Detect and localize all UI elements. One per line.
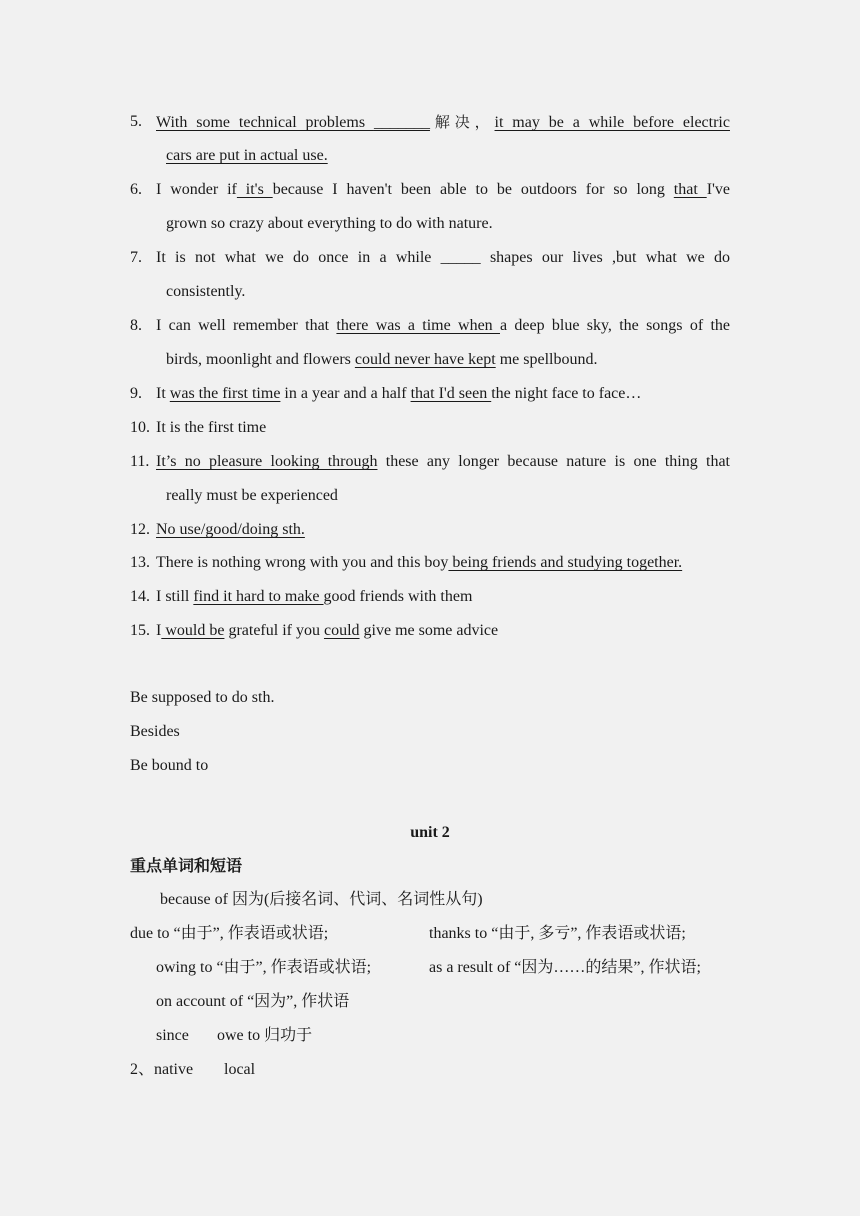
vocab-line: thanks to “由于, 多亏”, 作表语或状语;: [429, 925, 686, 942]
item-number: 6.: [130, 181, 142, 198]
vocab-line: due to “由于”, 作表语或状语;: [130, 925, 329, 942]
underlined-phrase: could never have kept: [354, 351, 496, 368]
underlined-phrase: it may be a while before electric: [494, 114, 730, 131]
phrase-line: Besides: [130, 723, 180, 740]
item-number: 11.: [130, 453, 150, 470]
item-6-line-2: grown so crazy about everything to do with nature.: [166, 215, 493, 232]
underlined-phrase: it's: [236, 181, 273, 198]
item-8-line-2: [166, 350, 597, 370]
underlined-phrase: there was a time when: [336, 317, 500, 334]
sentence-text: It: [156, 385, 170, 402]
sentence-text: I still: [156, 588, 194, 605]
underlined-phrase: could: [323, 622, 360, 639]
sentence-text: I wonder if: [156, 181, 237, 198]
sentence-text: me spellbound.: [495, 351, 598, 368]
chinese-hint: 解决，: [429, 113, 495, 131]
item-6-line-1: [156, 180, 730, 200]
item-7-line-1: It is not what we do once in a while _____ shapes our lives ,but what we do: [156, 249, 730, 266]
item-number: 10.: [130, 419, 150, 436]
item-9-line-1: [156, 384, 641, 404]
item-number: 9.: [130, 385, 142, 402]
underlined-phrase: that: [673, 181, 707, 198]
sentence-text: grateful if you: [224, 622, 324, 639]
unit-title: unit 2: [410, 824, 450, 841]
underlined-phrase: find it hard to make: [193, 588, 324, 605]
vocab-line: owe to 归功于: [217, 1027, 313, 1044]
underlined-phrase: cars are put in actual use.: [166, 147, 328, 164]
item-number: 13.: [130, 554, 150, 571]
item-number: 12.: [130, 521, 150, 538]
vocab-line: on account of “因为”, 作状语: [156, 993, 350, 1010]
answer-blank: _______: [373, 114, 430, 131]
item-8-line-1: [156, 316, 730, 336]
item-15-line-1: [156, 621, 498, 641]
item-number: 7.: [130, 249, 142, 266]
sentence-text: I've: [706, 181, 730, 198]
item-number: 14.: [130, 588, 150, 605]
sentence-text: because I haven't been able to be outdoors for so long: [272, 181, 674, 198]
section-title: 重点单词和短语: [130, 856, 243, 875]
item-11-line-2: really must be experienced: [166, 487, 338, 504]
sentence-text: I can well remember that: [156, 317, 337, 334]
sentence-text: the night face to face…: [491, 385, 642, 402]
underlined-phrase: No use/good/doing sth.: [156, 521, 305, 538]
vocab-line: since: [156, 1027, 189, 1044]
sentence-text: There is nothing wrong with you and this boy: [156, 554, 449, 571]
sentence-text: these any longer because nature is one thing that: [377, 453, 730, 470]
item-number: 8.: [130, 317, 142, 334]
item-5-line-2: [166, 146, 328, 166]
underlined-phrase: would be: [161, 622, 225, 639]
phrase-line: Be supposed to do sth.: [130, 689, 275, 706]
item-11-line-1: [156, 452, 730, 472]
underlined-phrase: that I'd seen: [410, 385, 492, 402]
vocab-line: as a result of “因为……的结果”, 作状语;: [429, 959, 701, 976]
sentence-text: I: [156, 622, 162, 639]
vocab-line: local: [224, 1061, 256, 1078]
item-10-line-1: It is the first time: [156, 419, 267, 436]
underlined-phrase: With some technical problems: [156, 114, 374, 131]
item-7-line-2: consistently.: [166, 283, 246, 300]
underlined-phrase: It’s no pleasure looking through: [156, 453, 378, 470]
item-14-line-1: [156, 587, 472, 607]
sentence-text: birds, moonlight and flowers: [166, 351, 355, 368]
item-number: 5.: [130, 113, 142, 130]
item-13-line-1: [156, 553, 682, 573]
vocab-line: because of 因为(后接名词、代词、名词性从句): [160, 891, 483, 908]
sentence-text: in a year and a half: [280, 385, 411, 402]
underlined-phrase: was the first time: [169, 385, 281, 402]
vocab-line: owing to “由于”, 作表语或状语;: [156, 959, 372, 976]
sentence-text: good friends with them: [323, 588, 473, 605]
item-5-line-1: [156, 112, 730, 133]
item-number: 15.: [130, 622, 150, 639]
sentence-text: a deep blue sky, the songs of the: [499, 317, 730, 334]
vocab-line: 2、native: [130, 1061, 194, 1078]
item-12-line-1: [156, 520, 305, 540]
underlined-phrase: being friends and studying together.: [448, 554, 683, 571]
sentence-text: give me some advice: [359, 622, 499, 639]
phrase-line: Be bound to: [130, 757, 209, 774]
